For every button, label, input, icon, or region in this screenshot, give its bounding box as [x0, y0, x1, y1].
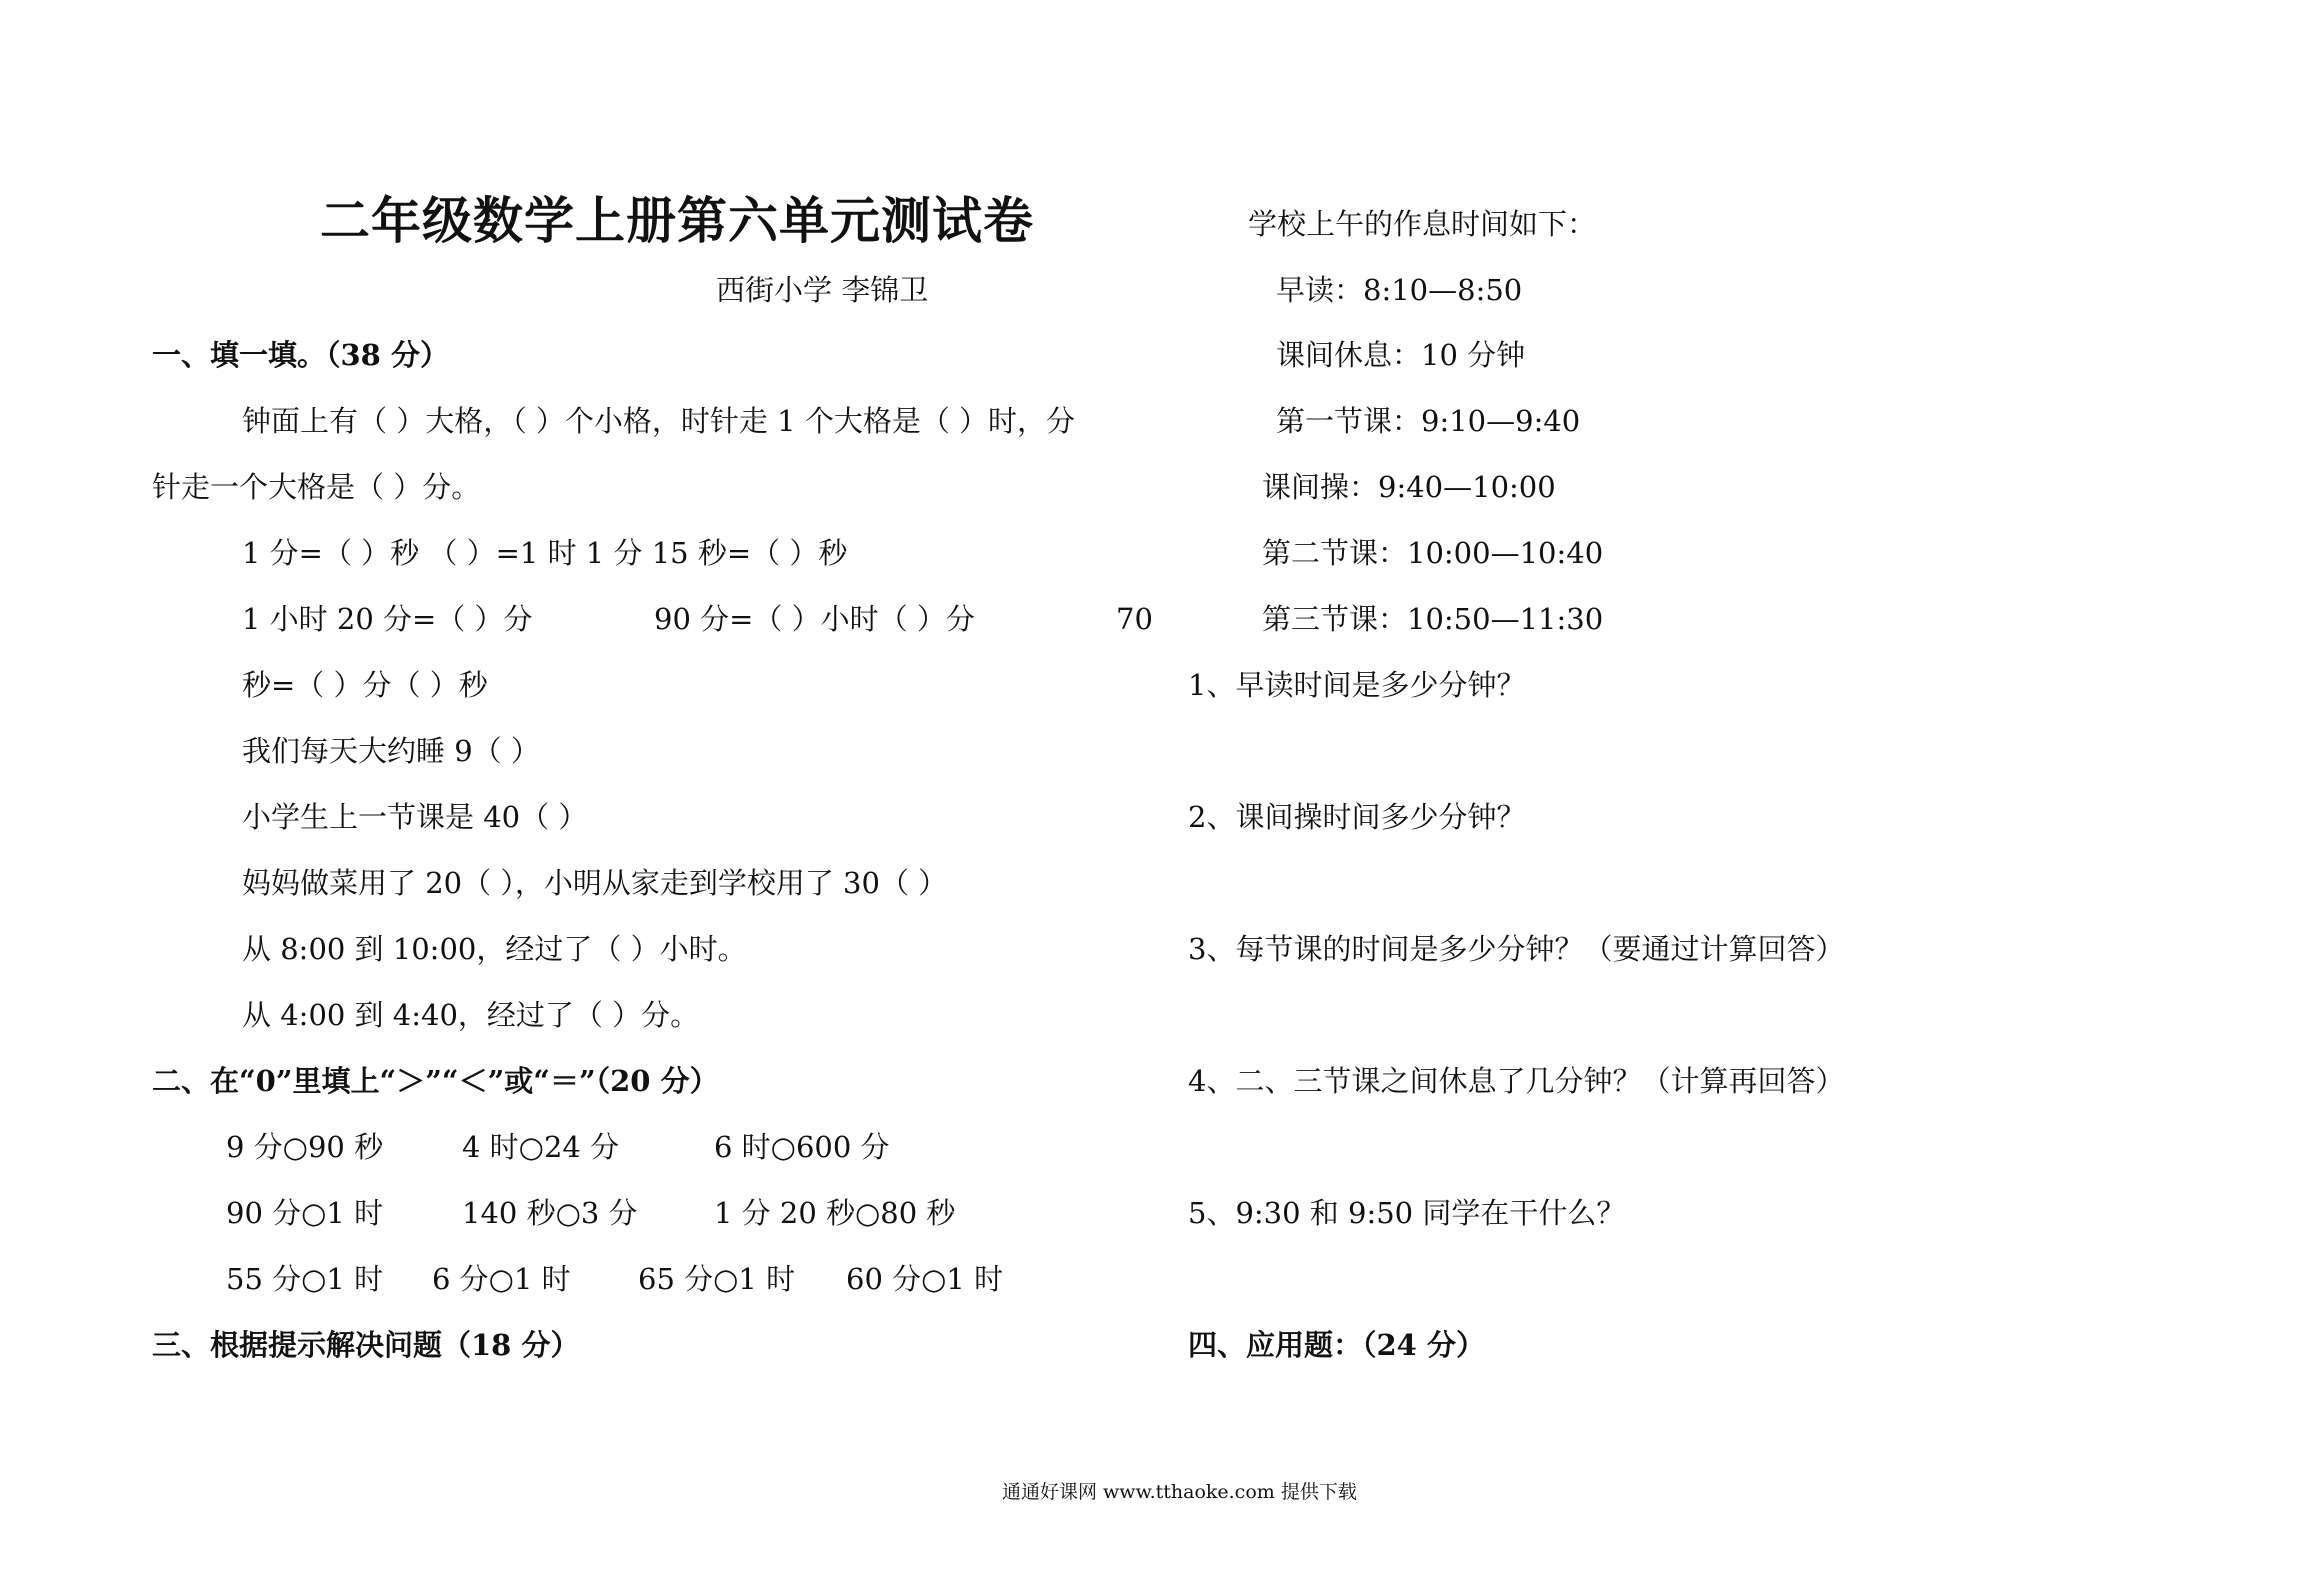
section1-line-4b: 90 分=（ ）小时（ ）分 [654, 602, 975, 636]
footer-text: 通通好课网 www.tthaoke.com 提供下载 [1002, 1481, 1357, 1503]
section1-line-9: 从 8:00 到 10:00，经过了（ ）小时。 [242, 932, 747, 966]
schedule-intro: 学校上午的作息时间如下： [1248, 207, 1597, 241]
section1-line-6: 我们每天大约睡 9（ ） [242, 734, 540, 768]
question-1: 1、早读时间是多少分钟？ [1188, 668, 1526, 702]
schedule-item: 第三节课：10:50—11:30 [1262, 602, 1604, 636]
section1-heading: 一、填一填。（38 分） [152, 338, 449, 372]
compare-item: 90 分○1 时 [226, 1196, 384, 1230]
page-title: 二年级数学上册第六单元测试卷 [320, 191, 1034, 250]
section1-line-10: 从 4:00 到 4:40，经过了（ ）分。 [242, 998, 700, 1032]
question-4: 4、二、三节课之间休息了几分钟？（计算再回答） [1188, 1064, 1845, 1098]
question-5: 5、9:30 和 9:50 同学在干什么？ [1188, 1196, 1626, 1230]
section1-line-4a: 1 小时 20 分=（ ）分 [242, 602, 533, 636]
section1-line-5: 秒=（ ）分（ ）秒 [242, 668, 488, 702]
compare-item: 140 秒○3 分 [462, 1196, 638, 1230]
section1-line-2: 针走一个大格是（ ）分。 [152, 470, 481, 504]
question-2: 2、课间操时间多少分钟？ [1188, 800, 1526, 834]
section1-line-8: 妈妈做菜用了 20（ ），小明从家走到学校用了 30（ ） [242, 866, 948, 900]
compare-item: 60 分○1 时 [846, 1262, 1004, 1296]
compare-item: 65 分○1 时 [638, 1262, 796, 1296]
author-line: 西街小学 李锦卫 [716, 273, 929, 307]
section1-line-1: 钟面上有（ ）大格，（ ）个小格，时针走 1 个大格是（ ）时，分 [242, 404, 1076, 438]
compare-item: 6 分○1 时 [432, 1262, 571, 1296]
section1-line-7: 小学生上一节课是 40（ ） [242, 800, 588, 834]
compare-item: 9 分○90 秒 [226, 1130, 384, 1164]
compare-item: 6 时○600 分 [714, 1130, 890, 1164]
schedule-item: 课间操：9:40—10:00 [1262, 470, 1556, 504]
schedule-item: 第一节课：9:10—9:40 [1276, 404, 1581, 438]
section3-heading: 三、根据提示解决问题（18 分） [152, 1328, 580, 1362]
section1-line-4c: 70 [1116, 602, 1153, 636]
schedule-item: 第二节课：10:00—10:40 [1262, 536, 1604, 570]
question-3: 3、每节课的时间是多少分钟？（要通过计算回答） [1188, 932, 1845, 966]
compare-item: 4 时○24 分 [462, 1130, 620, 1164]
section2-heading: 二、在“0”里填上“＞”“＜”或“＝”（20 分） [152, 1064, 719, 1098]
section1-line-3: 1 分=（ ）秒 （ ）=1 时 1 分 15 秒=（ ）秒 [242, 536, 848, 570]
compare-item: 55 分○1 时 [226, 1262, 384, 1296]
schedule-item: 课间休息：10 分钟 [1276, 338, 1526, 372]
schedule-item: 早读：8:10—8:50 [1276, 273, 1523, 307]
compare-item: 1 分 20 秒○80 秒 [714, 1196, 956, 1230]
section4-heading: 四、应用题：（24 分） [1188, 1328, 1485, 1362]
